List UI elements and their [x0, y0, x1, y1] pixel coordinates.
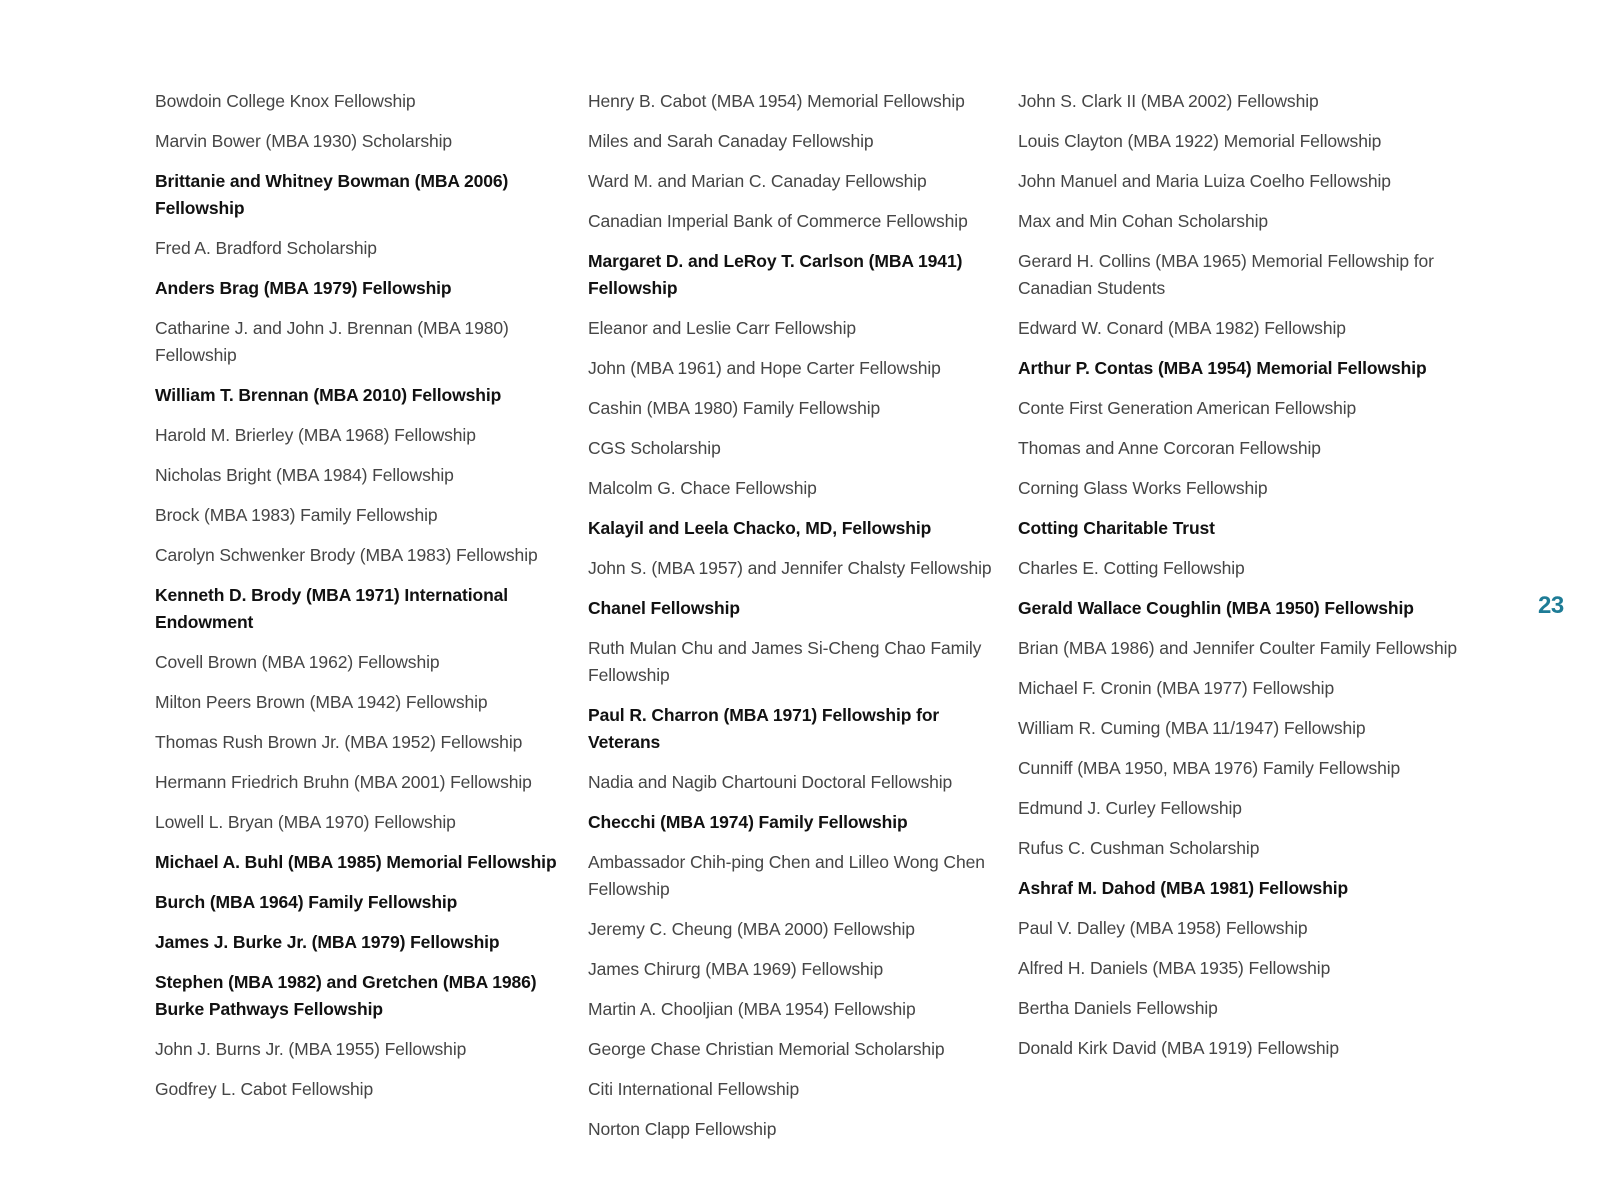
fellowship-entry: Citi International Fellowship — [588, 1079, 800, 1099]
fellowship-entry: Covell Brown (MBA 1962) Fellowship — [155, 652, 440, 672]
fellowship-column-3 — [1018, 88, 1458, 1075]
fellowship-entry: Carolyn Schwenker Brody (MBA 1983) Fellowship — [155, 545, 538, 565]
fellowship-entry: John Manuel and Maria Luiza Coelho Fellowship — [1018, 171, 1391, 191]
fellowship-entry: Ruth Mulan Chu and James Si-Cheng Chao Family Fellowship — [588, 638, 982, 685]
fellowship-entry: Eleanor and Leslie Carr Fellowship — [588, 318, 856, 338]
fellowship-entry: Max and Min Cohan Scholarship — [1018, 211, 1269, 231]
fellowship-entry: James Chirurg (MBA 1969) Fellowship — [588, 959, 884, 979]
fellowship-entry: Marvin Bower (MBA 1930) Scholarship — [155, 131, 453, 151]
fellowship-entry: William R. Cuming (MBA 11/1947) Fellowship — [1018, 718, 1366, 738]
page-number: 23 — [1538, 592, 1564, 619]
fellowship-entry: Cotting Charitable Trust — [1018, 518, 1215, 538]
fellowship-entry: Canadian Imperial Bank of Commerce Fellowship — [588, 211, 968, 231]
fellowship-entry: Miles and Sarah Canaday Fellowship — [588, 131, 874, 151]
fellowship-entry: Henry B. Cabot (MBA 1954) Memorial Fellowship — [588, 91, 965, 111]
fellowship-entry: Checchi (MBA 1974) Family Fellowship — [588, 812, 908, 832]
fellowship-entry: Bertha Daniels Fellowship — [1018, 998, 1218, 1018]
fellowship-entry: Rufus C. Cushman Scholarship — [1018, 838, 1260, 858]
fellowship-entry: Louis Clayton (MBA 1922) Memorial Fellowship — [1018, 131, 1382, 151]
fellowship-entry: Fred A. Bradford Scholarship — [155, 238, 377, 258]
fellowship-entry: Burch (MBA 1964) Family Fellowship — [155, 892, 458, 912]
fellowship-entry: Conte First Generation American Fellowship — [1018, 398, 1357, 418]
fellowship-entry: George Chase Christian Memorial Scholarship — [588, 1039, 945, 1059]
fellowship-entry: Martin A. Chooljian (MBA 1954) Fellowship — [588, 999, 916, 1019]
fellowship-entry: Stephen (MBA 1982) and Gretchen (MBA 1986) Burke Pathways Fellowship — [155, 972, 537, 1019]
fellowship-entry: Ambassador Chih-ping Chen and Lilleo Wong Chen Fellowship — [588, 852, 985, 899]
fellowship-entry: Anders Brag (MBA 1979) Fellowship — [155, 278, 452, 298]
fellowship-entry: Kalayil and Leela Chacko, MD, Fellowship — [588, 518, 932, 538]
fellowship-entry: Thomas Rush Brown Jr. (MBA 1952) Fellowship — [155, 732, 523, 752]
fellowship-entry: Donald Kirk David (MBA 1919) Fellowship — [1018, 1038, 1339, 1058]
fellowship-entry: William T. Brennan (MBA 2010) Fellowship — [155, 385, 502, 405]
fellowship-entry: Alfred H. Daniels (MBA 1935) Fellowship — [1018, 958, 1331, 978]
fellowship-entry: Michael A. Buhl (MBA 1985) Memorial Fellowship — [155, 852, 557, 872]
fellowship-entry: Thomas and Anne Corcoran Fellowship — [1018, 438, 1321, 458]
fellowship-entry: Kenneth D. Brody (MBA 1971) International Endowment — [155, 585, 509, 632]
fellowship-entry: Brock (MBA 1983) Family Fellowship — [155, 505, 438, 525]
fellowship-entry: Edmund J. Curley Fellowship — [1018, 798, 1242, 818]
fellowship-entry: Jeremy C. Cheung (MBA 2000) Fellowship — [588, 919, 915, 939]
fellowship-entry: Nadia and Nagib Chartouni Doctoral Fellowship — [588, 772, 953, 792]
fellowship-entry: Cunniff (MBA 1950, MBA 1976) Family Fellowship — [1018, 758, 1401, 778]
fellowship-entry: Gerard H. Collins (MBA 1965) Memorial Fellowship for Canadian Students — [1018, 251, 1434, 298]
fellowship-entry: Corning Glass Works Fellowship — [1018, 478, 1268, 498]
fellowship-entry: Gerald Wallace Coughlin (MBA 1950) Fellowship — [1018, 598, 1414, 618]
fellowship-entry: Ashraf M. Dahod (MBA 1981) Fellowship — [1018, 878, 1349, 898]
fellowship-entry: Milton Peers Brown (MBA 1942) Fellowship — [155, 692, 488, 712]
fellowship-entry: Chanel Fellowship — [588, 598, 740, 618]
fellowship-entry: Brittanie and Whitney Bowman (MBA 2006) Fellowship — [155, 171, 509, 218]
fellowship-entry: Arthur P. Contas (MBA 1954) Memorial Fellowship — [1018, 358, 1427, 378]
fellowship-entry: Catharine J. and John J. Brennan (MBA 1980) Fellowship — [155, 318, 509, 365]
fellowship-column-2 — [588, 88, 998, 1156]
fellowship-entry: CGS Scholarship — [588, 438, 721, 458]
fellowship-entry: Bowdoin College Knox Fellowship — [155, 91, 416, 111]
fellowship-entry: John (MBA 1961) and Hope Carter Fellowship — [588, 358, 941, 378]
fellowship-entry: Ward M. and Marian C. Canaday Fellowship — [588, 171, 927, 191]
fellowship-entry: Norton Clapp Fellowship — [588, 1119, 777, 1139]
fellowship-entry: James J. Burke Jr. (MBA 1979) Fellowship — [155, 932, 500, 952]
fellowship-entry: Edward W. Conard (MBA 1982) Fellowship — [1018, 318, 1346, 338]
fellowship-entry: Paul R. Charron (MBA 1971) Fellowship for Veterans — [588, 705, 940, 752]
fellowship-entry: Malcolm G. Chace Fellowship — [588, 478, 817, 498]
fellowship-entry: Lowell L. Bryan (MBA 1970) Fellowship — [155, 812, 456, 832]
fellowship-entry: Brian (MBA 1986) and Jennifer Coulter Family Fellowship — [1018, 638, 1457, 658]
fellowship-entry: John J. Burns Jr. (MBA 1955) Fellowship — [155, 1039, 467, 1059]
fellowship-entry: Hermann Friedrich Bruhn (MBA 2001) Fellowship — [155, 772, 532, 792]
fellowship-entry: Harold M. Brierley (MBA 1968) Fellowship — [155, 425, 476, 445]
fellowship-entry: John S. (MBA 1957) and Jennifer Chalsty Fellowship — [588, 558, 992, 578]
fellowship-entry: Cashin (MBA 1980) Family Fellowship — [588, 398, 881, 418]
fellowship-entry: Paul V. Dalley (MBA 1958) Fellowship — [1018, 918, 1308, 938]
fellowship-entry: Nicholas Bright (MBA 1984) Fellowship — [155, 465, 454, 485]
fellowship-entry: Godfrey L. Cabot Fellowship — [155, 1079, 374, 1099]
fellowship-entry: Michael F. Cronin (MBA 1977) Fellowship — [1018, 678, 1335, 698]
fellowship-entry: John S. Clark II (MBA 2002) Fellowship — [1018, 91, 1319, 111]
fellowship-column-1 — [155, 88, 565, 1116]
fellowship-entry: Margaret D. and LeRoy T. Carlson (MBA 1941) Fellowship — [588, 251, 963, 298]
fellowship-entry: Charles E. Cotting Fellowship — [1018, 558, 1245, 578]
